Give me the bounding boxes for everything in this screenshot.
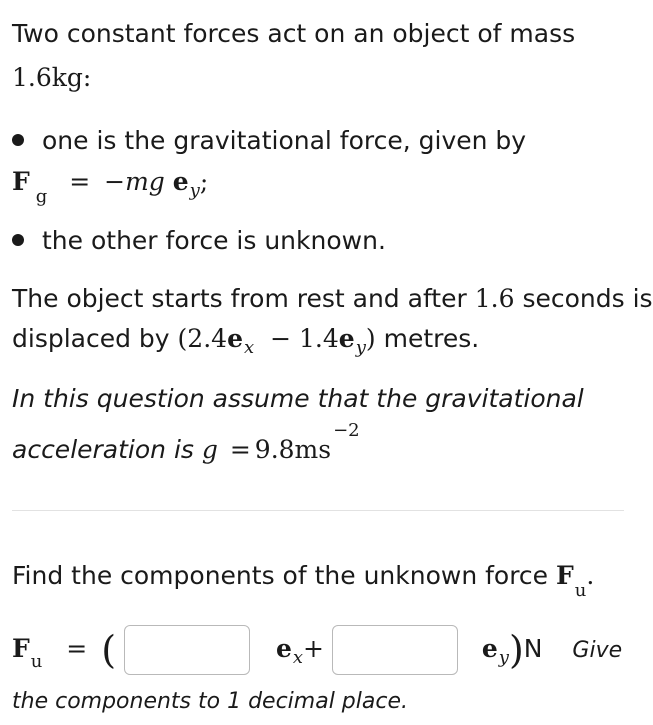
question-end: . bbox=[586, 561, 595, 590]
equals-sign: = bbox=[229, 435, 251, 464]
unit-newton: N bbox=[523, 634, 543, 663]
x-component-input[interactable] bbox=[124, 625, 250, 675]
unit-vector bbox=[275, 634, 303, 668]
unit-vector-subscript: x bbox=[243, 337, 255, 358]
bullet-text: one is the gravitational force, given by bbox=[42, 126, 527, 155]
assumption-line-1: In this question assume that the gravitational bbox=[12, 384, 584, 413]
unit-vector-e: e bbox=[481, 634, 498, 663]
force-symbol: F bbox=[12, 167, 30, 196]
bullet-text: the other force is unknown. bbox=[42, 226, 386, 255]
bullet-unknown bbox=[12, 225, 386, 257]
force-subscript: u bbox=[574, 580, 587, 601]
gravity-formula bbox=[12, 166, 209, 207]
g-value: 9.8ms bbox=[254, 435, 332, 464]
question-line bbox=[12, 560, 595, 601]
formula-end: ; bbox=[199, 167, 209, 196]
motion-line-2 bbox=[12, 323, 479, 358]
motion-text: The object starts from rest and after bbox=[12, 284, 467, 313]
unit-vector: e bbox=[227, 324, 243, 353]
motion-text: displaced by bbox=[12, 324, 170, 353]
unit-vector-subscript: y bbox=[189, 180, 200, 201]
g-symbol: g bbox=[201, 435, 218, 464]
unit-vector-subscript: y bbox=[355, 337, 366, 358]
hint-text: Give bbox=[572, 638, 623, 663]
section-divider bbox=[12, 510, 624, 511]
equals-sign: = bbox=[66, 634, 88, 663]
motion-text: seconds is bbox=[522, 284, 653, 313]
g-exponent: −2 bbox=[333, 420, 360, 441]
bullet-icon bbox=[12, 234, 24, 246]
plus-sign: + bbox=[303, 634, 324, 663]
equals-sign: = bbox=[69, 167, 91, 196]
unit-vector-subscript: y bbox=[498, 647, 509, 668]
hint-text-continued: the components to 1 decimal place. bbox=[12, 689, 408, 714]
motion-text: metres. bbox=[383, 324, 480, 353]
open-paren: ( bbox=[101, 628, 117, 672]
coefficient: 1.4 bbox=[299, 324, 339, 353]
disp-open: (2.4 bbox=[177, 324, 228, 353]
force-symbol: F bbox=[556, 561, 574, 590]
unit-vector bbox=[481, 634, 509, 668]
answer-row bbox=[12, 622, 622, 679]
disp-close: ) bbox=[365, 324, 376, 353]
force-subscript: g bbox=[35, 186, 48, 207]
y-component-input[interactable] bbox=[332, 625, 458, 675]
minus-sign: − bbox=[270, 324, 292, 353]
time-value: 1.6 bbox=[474, 284, 515, 313]
unit-vector-subscript: x bbox=[292, 647, 303, 668]
assumption-line-2 bbox=[12, 420, 360, 469]
close-paren: ) bbox=[508, 628, 524, 672]
intro-line: Two constant forces act on an object of mass bbox=[12, 19, 576, 48]
force-subscript: u bbox=[30, 651, 43, 672]
bullet-icon bbox=[12, 134, 24, 146]
mass-value: 1.6kg: bbox=[12, 63, 92, 92]
assumption-text: acceleration is bbox=[12, 435, 194, 464]
motion-line-1 bbox=[12, 283, 653, 315]
force-symbol: F bbox=[12, 634, 30, 663]
unit-vector-e: e bbox=[275, 634, 292, 663]
unit-vector: e bbox=[338, 324, 355, 353]
unit-vector: e bbox=[172, 167, 189, 196]
displacement bbox=[177, 324, 376, 358]
bullet-gravitational bbox=[12, 125, 526, 157]
question-text: Find the components of the unknown force bbox=[12, 561, 549, 590]
gravity-rhs: −mg bbox=[104, 167, 165, 196]
